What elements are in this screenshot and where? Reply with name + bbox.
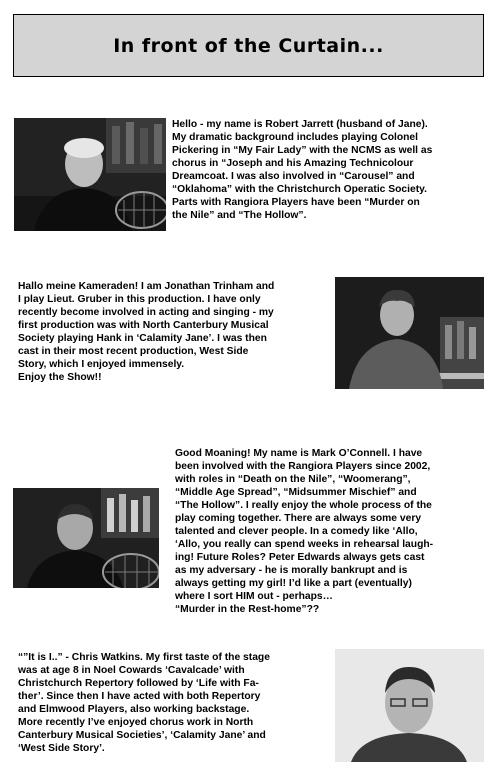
jonathan-trinham-bio: Hallo meine Kameraden! I am Jonathan Trinham and I play Lieut. Gruber in this production. I have only recently become involved in acting and singing - my first production was with North Canterbury Musical Society playing Hank in ‘Calamity Jane’. I was then cast in their most recent production, West Side Story, which I enjoyed immensely. Enjoy the Show!! (18, 281, 275, 383)
robert-jarrett-bio: Hello - my name is Robert Jarrett (husband of Jane). My dramatic background includes playing Colonel Pickering in “My Fair Lady” with the NCMS as well as chorus in “Joseph and his Amazing Technicolour Dreamcoat. I was also involved in “Carousel” and “Oklahoma” with the Christchurch Operatic Society. Parts with Rangiora Players have been “Murder on the Nile” and “The Hollow”. (172, 119, 433, 221)
mark-oconnell-photo (13, 488, 159, 588)
chris-watkins-photo (335, 649, 484, 762)
title-banner (13, 14, 484, 77)
robert-jarrett-photo (14, 118, 166, 231)
page-title: In front of the Curtain... (113, 34, 384, 57)
chris-watkins-bio: “”It is I..” - Chris Watkins. My first taste of the stage was at age 8 in Noel Cowards ‘Cavalcade’ with Christchurch Repertory followed by ‘Life with Fa- ther’. Since then I have acted with both Repertory and Elmwood Players, also working backstage. More recently I’ve enjoyed chorus work in North Canterbury Musical Societies’, ‘Calamity Jane’ and ‘West Side Story’. (18, 652, 270, 754)
jonathan-trinham-photo (335, 277, 484, 389)
mark-oconnell-bio: Good Moaning! My name is Mark O’Connell. I have been involved with the Rangiora Players since 2002, with roles in “Death on the Nile”, “Woomerang”, “Middle Age Spread”, “Midsummer Mischief” and “The Hollow”. I really enjoy the whole process of the play coming together. There are always some very talented and clever people. In a comedy like ‘Allo, ‘Allo, you really can spend weeks in rehearsal laugh- ing! Future Roles? Peter Edwards always gets cast as my adversary - he is morally bankrupt and is always getting my girl! I’d like a part (eventually) where I sort HIM out - perhaps… “Murder in the Rest-home”?? (175, 448, 434, 615)
